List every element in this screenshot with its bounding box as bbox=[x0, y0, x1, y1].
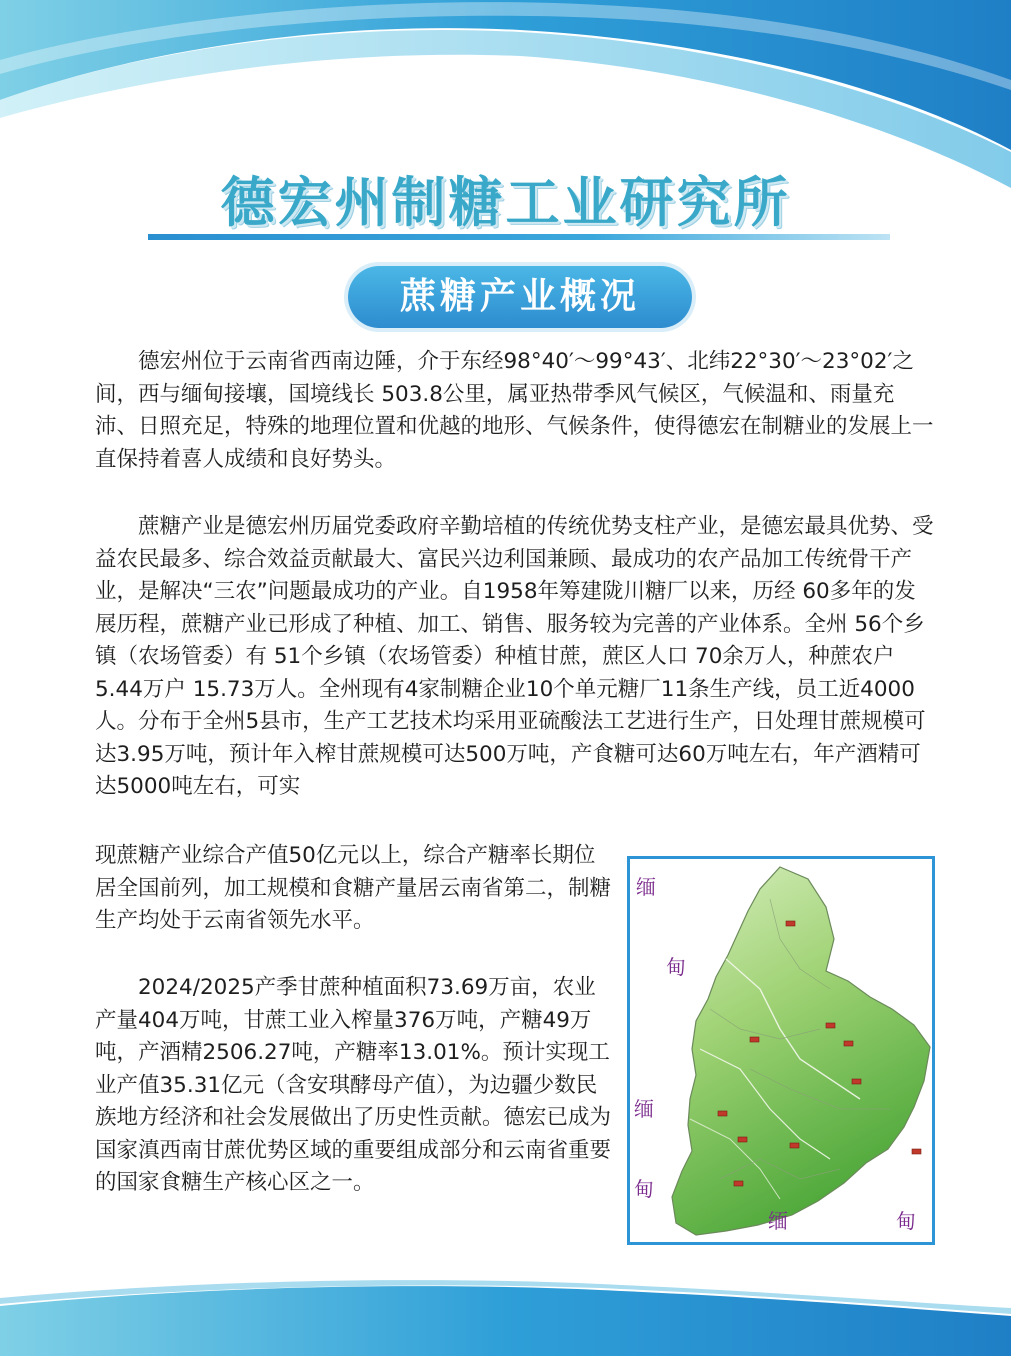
bottom-wave-decoration bbox=[0, 1276, 1011, 1356]
paragraph-season-stats bbox=[95, 972, 615, 1200]
paragraph-location bbox=[95, 346, 937, 476]
map-label-myanmar-4: 甸 bbox=[634, 1177, 654, 1201]
section-heading-pill bbox=[348, 266, 692, 328]
page-title: 德宏州制糖工业研究所 bbox=[220, 171, 791, 234]
map-label-myanmar-2: 甸 bbox=[666, 955, 686, 979]
map-label-myanmar-6: 甸 bbox=[896, 1209, 916, 1233]
paragraph-industry bbox=[95, 511, 937, 804]
paragraph-text: 德宏州位于云南省西南边陲，介于东经98°40′～99°43′、北纬22°30′～23°02′之间，西与缅甸接壤，国境线长 503.8公里，属亚热带季风气候区，气候温和、雨量充沛、日照充足，特殊的地理位置和优越的地形、气候条件，使得德宏在制糖业的发展上一直保持着喜人成绩和良好势头。 bbox=[95, 349, 934, 472]
map-label-myanmar-1: 缅 bbox=[636, 875, 656, 899]
paragraph-text: 2024/2025产季甘蔗种植面积73.69万亩，农业产量404万吨，甘蔗工业入榨量376万吨，产糖49万吨，产酒精2506.27吨，产糖率13.01%。预计实现工业产值35.31亿元（含安琪酵母产值），为边疆少数民族地方经济和社会发展做出了历史性贡献。德宏已成为国家滇西南甘蔗优势区域的重要组成部分和云南省重要的国家食糖生产核心区之一。 bbox=[95, 975, 612, 1195]
map-label-myanmar-5: 缅 bbox=[768, 1209, 788, 1233]
paragraph-text: 现蔗糖产业综合产值50亿元以上，综合产糖率长期位居全国前列，加工规模和食糖产量居云南省第二，制糖生产均处于云南省领先水平。 bbox=[95, 843, 612, 933]
title-underline bbox=[148, 234, 890, 240]
section-heading: 蔗糖产业概况 bbox=[399, 276, 640, 317]
paragraph-text: 蔗糖产业是德宏州历届党委政府辛勤培植的传统优势支柱产业，是德宏最具优势、受益农民最多、综合效益贡献最大、富民兴边利国兼顾、最成功的农产品加工传统骨干产业，是解决“三农”问题最成功的产业。自1958年筹建陇川糖厂以来，历经 60多年的发展历程，蔗糖产业已形成了种植、加工、销售、服务较为完善的产业体系。全州 56个乡镇（农场管委）有 51个乡镇（农场管委）种植甘蔗，蔗区人口 70余万人，种蔗农户 5.44万户 15.73万人。全州现有4家制糖企业10个单元糖厂11条生产线，员工近4000人。分布于全州5县市，生产工艺技术均采用亚硫酸法工艺进行生产，日处理甘蔗规模可达3.95万吨，预计年入榨甘蔗规模可达500万吨，产食糖可达60万吨左右，年产酒精可达5000吨左右，可实 bbox=[95, 514, 934, 799]
paragraph-industry-continued bbox=[95, 840, 615, 938]
map-label-myanmar-3: 缅 bbox=[634, 1097, 654, 1121]
map-terrain-image bbox=[630, 859, 932, 1242]
dehong-map bbox=[627, 856, 935, 1245]
